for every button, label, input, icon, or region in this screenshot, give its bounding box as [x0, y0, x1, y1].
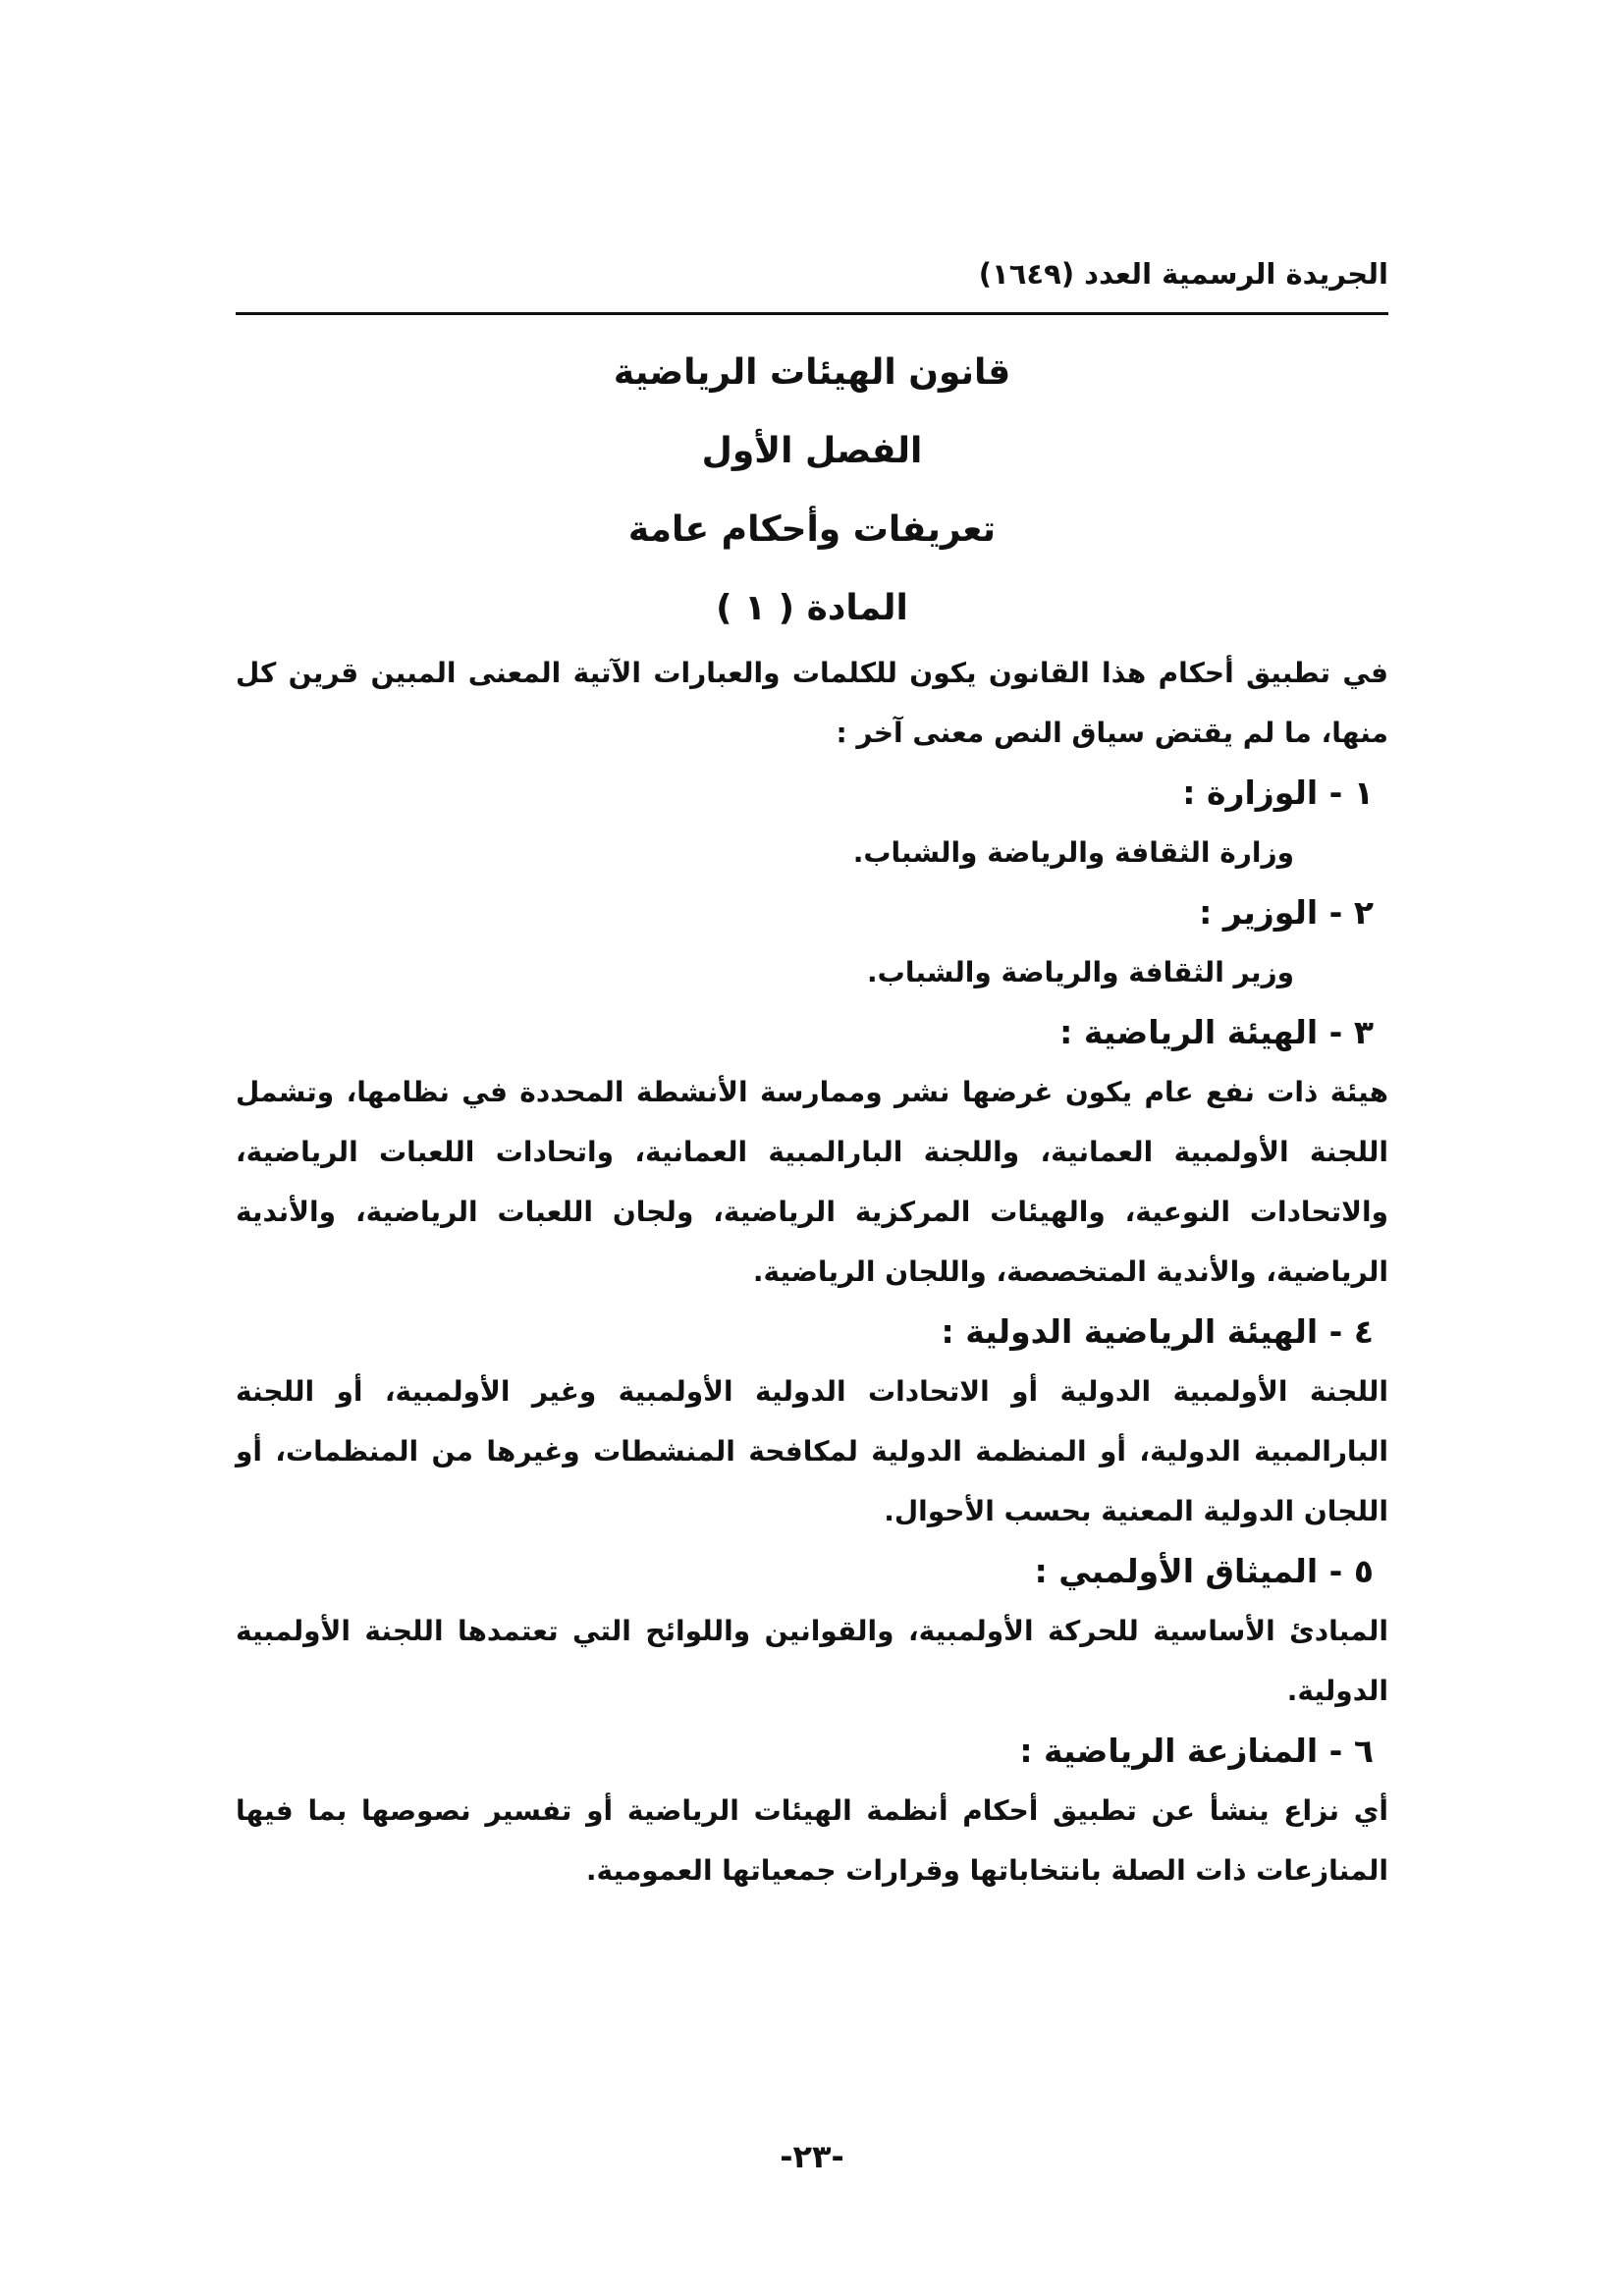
definition-text: وزارة الثقافة والرياضة والشباب.: [852, 836, 1294, 869]
article-title: المادة ( ١ ): [716, 588, 908, 628]
definition-text: المبادئ الأساسية للحركة الأولمبية، والقوانين واللوائح التي تعتمدها اللجنة الأولمبية الدولية.: [236, 1615, 1388, 1707]
definition-term: ٦ - المنازعة الرياضية :: [1019, 1732, 1374, 1770]
titles-block: [236, 334, 1388, 648]
article-content: [236, 643, 1388, 1900]
definition-item: [236, 763, 1388, 882]
definition-term: ٢ - الوزير :: [1199, 893, 1374, 932]
definition-text: هيئة ذات نفع عام يكون غرضها نشر وممارسة الأنشطة المحددة في نظامها، وتشمل اللجنة الأولمبية العمانية، واللجنة البارالمبية العمانية، واتحادات اللعبات الرياضية، والاتحادات النوعية، والهيئات المركزية الرياضية، ولجان اللعبات الرياضية، والأندية الرياضية، والأندية المتخصصة، واللجان الرياضية.: [236, 1076, 1388, 1288]
definition-term: ٥ - الميثاق الأولمبي :: [1034, 1552, 1374, 1590]
definition-text: وزير الثقافة والرياضة والشباب.: [867, 956, 1294, 988]
definition-item: [236, 882, 1388, 1002]
definition-text: أي نزاع ينشأ عن تطبيق أحكام أنظمة الهيئات الرياضية أو تفسير نصوصها بما فيها المنازعات ذات الصلة بانتخاباتها وقرارات جمعياتها العمومية.: [236, 1794, 1388, 1887]
chapter-title: الفصل الأول: [701, 431, 923, 471]
law-title: قانون الهيئات الرياضية: [613, 352, 1011, 393]
running-header: الجريدة الرسمية العدد (١٦٤٩): [978, 257, 1388, 291]
definition-item: [236, 1541, 1388, 1721]
definition-term: ١ - الوزارة :: [1182, 774, 1374, 812]
page-number: -٢٣-: [780, 2138, 844, 2175]
section-title: تعريفات وأحكام عامة: [627, 509, 997, 550]
definition-term: ٣ - الهيئة الرياضية :: [1059, 1013, 1374, 1051]
header-rule: [236, 312, 1388, 315]
definition-item: [236, 1721, 1388, 1900]
definition-text: اللجنة الأولمبية الدولية أو الاتحادات الدولية الأولمبية وغير الأولمبية، أو اللجنة البارالمبية الدولية، أو المنظمة الدولية لمكافحة المنشطات وغيرها من المنظمات، أو اللجان الدولية المعنية بحسب الأحوال.: [236, 1375, 1388, 1527]
definition-item: [236, 1302, 1388, 1541]
definition-item: [236, 1002, 1388, 1302]
definition-term: ٤ - الهيئة الرياضية الدولية :: [941, 1312, 1374, 1351]
intro-paragraph: في تطبيق أحكام هذا القانون يكون للكلمات والعبارات الآتية المعنى المبين قرين كل منها، ما لم يقتض سياق النص معنى آخر :: [236, 657, 1388, 749]
